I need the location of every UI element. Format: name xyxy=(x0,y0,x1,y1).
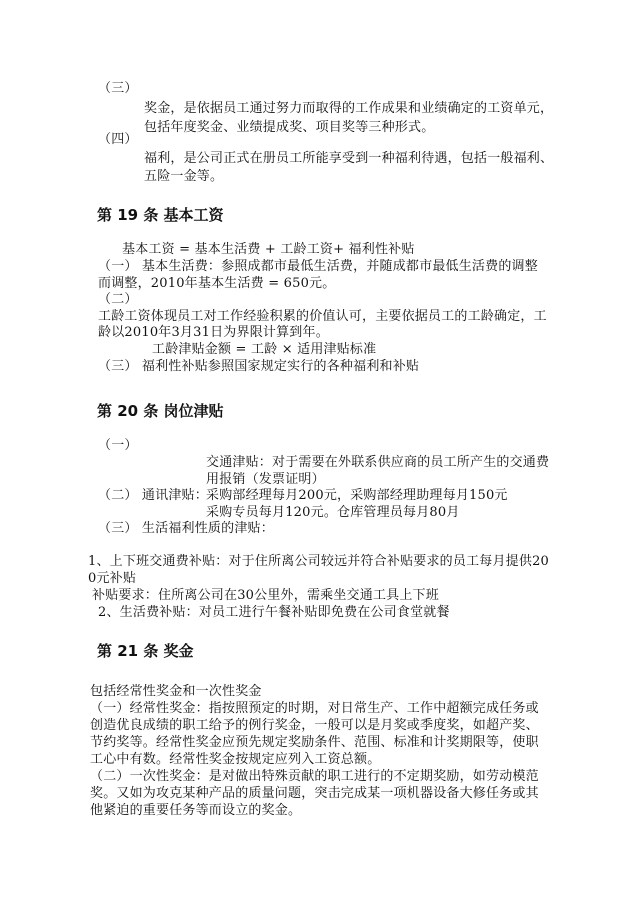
article-21-heading: 第 21 条 奖金 xyxy=(97,642,194,660)
item-4-label: （四） xyxy=(98,132,138,147)
item-3-line-2: 包括年度奖金、业绩提成奖、项目奖等三种形式。 xyxy=(144,120,435,135)
article-19-heading: 第 19 条 基本工资 xyxy=(97,206,224,224)
article-20-p2-label: （二） 通讯津贴： xyxy=(98,488,208,503)
article-20-p6: 2、生活费补贴：对员工进行午餐补贴即免费在公司食堂就餐 xyxy=(98,605,450,620)
article-19-p1-line-2: 而调整，2010年基本生活费 = 650元。 xyxy=(98,276,336,291)
article-20-p2-line-2: 采购专员每月120元。仓库管理员每月80月 xyxy=(206,505,460,520)
article-19-p2-line-2: 龄以2010年3月31日为界限计算到年。 xyxy=(98,325,329,340)
article-19-p1-line-1: （一） 基本生活费：参照成都市最低生活费，并随成都市最低生活费的调整 xyxy=(98,259,538,274)
article-21-p2-line-1: （二）一次性奖金：是对做出特殊贡献的职工进行的不定期奖励，如劳动模范 xyxy=(90,769,539,784)
article-21-p1-line-2: 创造优良成绩的职工给予的例行奖金，一般可以是月奖或季度奖，如超产奖、 xyxy=(90,718,539,733)
article-21-p1-line-3: 节约奖等。经常性奖金应预先规定奖励条件、范围、标准和计奖期限等，使职 xyxy=(90,735,539,750)
article-20-p3: （三） 生活福利性质的津贴： xyxy=(98,521,274,536)
item-3-line-1: 奖金，是依据员工通过努力而取得的工作成果和业绩确定的工资单元， xyxy=(144,101,554,116)
article-21-intro: 包括经常性奖金和一次性奖金 xyxy=(90,684,262,699)
article-21-p2-line-2: 奖。又如为攻克某种产品的质量问题，突击完成某一项机器设备大修任务或其 xyxy=(90,786,539,801)
article-21-p2-line-3: 他紧迫的重要任务等而设立的奖金。 xyxy=(90,803,302,818)
article-21-p1-line-4: 工心中有数。经常性奖金按规定应列入工资总额。 xyxy=(90,752,381,767)
article-19-p2-formula: 工龄津贴金额 = 工龄 × 适用津贴标准 xyxy=(152,342,377,357)
item-3-label: （三） xyxy=(98,81,138,96)
article-19-p3: （三） 福利性补贴参照国家规定实行的各种福利和补贴 xyxy=(98,359,420,374)
article-20-p1-line-1: 交通津贴：对于需要在外联系供应商的员工所产生的交通费 xyxy=(206,455,550,470)
article-20-p4-line-1: 1、上下班交通费补贴：对于住所离公司较远并符合补贴要求的员工每月提供20 xyxy=(88,554,550,569)
article-20-heading: 第 20 条 岗位津贴 xyxy=(97,402,224,420)
article-19-p2-label: （二） xyxy=(98,292,138,307)
article-21-p1-line-1: （一）经常性奖金：指按照预定的时期，对日常生产、工作中超额完成任务或 xyxy=(90,701,539,716)
article-20-p1-line-2: 用报销（发票证明） xyxy=(206,472,325,487)
article-20-p1-label: （一） xyxy=(98,438,138,453)
article-19-p2-line-1: 工龄工资体现员工对工作经验积累的价值认可，主要依据员工的工龄确定，工 xyxy=(98,309,547,324)
item-4-line-1: 福利，是公司正式在册员工所能享受到一种福利待遇，包括一般福利、 xyxy=(144,151,554,166)
article-20-p2-line-1: 采购部经理每月200元，采购部经理助理每月150元 xyxy=(206,488,508,503)
article-19-formula: 基本工资 = 基本生活费 + 工龄工资+ 福利性补贴 xyxy=(122,242,415,257)
article-20-p4-line-2: 0元补贴 xyxy=(88,571,137,586)
item-4-line-2: 五险一金等。 xyxy=(144,169,224,184)
article-20-p5: 补贴要求：住所离公司在30公里外，需乘坐交通工具上下班 xyxy=(92,588,439,603)
